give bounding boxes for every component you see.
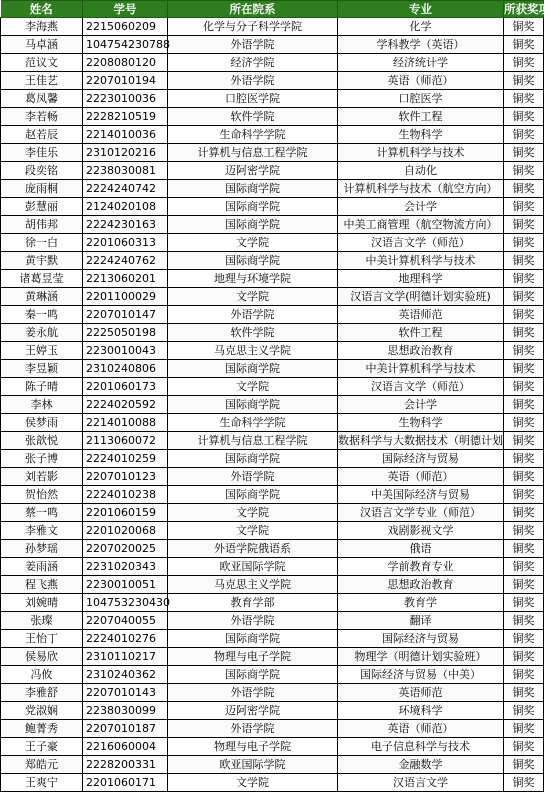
- cell-name: 秦一鸣: [1, 306, 83, 324]
- table-row: [1, 144, 544, 162]
- cell-major: 学前教育专业: [338, 558, 504, 576]
- cell-name: 李海燕: [1, 18, 83, 36]
- cell-college: 马克思主义学院: [168, 342, 338, 360]
- cell-student-id: 2207010194: [83, 72, 168, 90]
- table-row: [1, 774, 544, 792]
- cell-major: 思想政治教育: [338, 342, 504, 360]
- table-row: [1, 702, 544, 720]
- cell-major: 中美计算机科学与技术: [338, 252, 504, 270]
- cell-name: 马卓涵: [1, 36, 83, 54]
- table-row: [1, 324, 544, 342]
- cell-student-id: 2215060209: [83, 18, 168, 36]
- table-row: [1, 54, 544, 72]
- cell-name: 孙梦瑶: [1, 540, 83, 558]
- cell-major: 物理学（明德计划实验班）: [338, 648, 504, 666]
- cell-award: 铜奖: [504, 558, 544, 576]
- cell-major: 计算机科学与技术: [338, 144, 504, 162]
- cell-name: 张璨: [1, 612, 83, 630]
- cell-major: 化学: [338, 18, 504, 36]
- cell-college: 文学院: [168, 378, 338, 396]
- cell-student-id: 2230010043: [83, 342, 168, 360]
- cell-student-id: 2224010238: [83, 486, 168, 504]
- cell-name: 范议文: [1, 54, 83, 72]
- cell-student-id: 2230010051: [83, 576, 168, 594]
- cell-college: 外语学院俄语系: [168, 540, 338, 558]
- cell-student-id: 2201060171: [83, 774, 168, 792]
- cell-major: 经济统计学: [338, 54, 504, 72]
- cell-college: 马克思主义学院: [168, 576, 338, 594]
- table-body: [1, 18, 544, 792]
- cell-college: 文学院: [168, 504, 338, 522]
- cell-major: 汉语言文学（师范）: [338, 378, 504, 396]
- cell-student-id: 2201060159: [83, 504, 168, 522]
- cell-award: 铜奖: [504, 378, 544, 396]
- cell-award: 铜奖: [504, 342, 544, 360]
- cell-award: 铜奖: [504, 504, 544, 522]
- cell-student-id: 2207010187: [83, 720, 168, 738]
- cell-name: 李雅舒: [1, 684, 83, 702]
- cell-student-id: 2207010143: [83, 684, 168, 702]
- table-row: [1, 252, 544, 270]
- cell-major: 电子信息科学与技术: [338, 738, 504, 756]
- cell-major: 汉语言文学（师范）: [338, 234, 504, 252]
- cell-student-id: 2310240362: [83, 666, 168, 684]
- cell-award: 铜奖: [504, 540, 544, 558]
- cell-award: 铜奖: [504, 576, 544, 594]
- cell-award: 铜奖: [504, 90, 544, 108]
- table-row: [1, 720, 544, 738]
- table-row: [1, 396, 544, 414]
- table-row: [1, 36, 544, 54]
- cell-college: 计算机与信息工程学院: [168, 432, 338, 450]
- cell-college: 外语学院: [168, 684, 338, 702]
- cell-college: 国际商学院: [168, 666, 338, 684]
- cell-student-id: 2213060201: [83, 270, 168, 288]
- table-row: [1, 360, 544, 378]
- cell-student-id: 2231020343: [83, 558, 168, 576]
- cell-award: 铜奖: [504, 486, 544, 504]
- cell-major: 软件工程: [338, 324, 504, 342]
- cell-major: 汉语言文学(明德计划实验班): [338, 288, 504, 306]
- cell-major: 学科教学（英语）: [338, 36, 504, 54]
- cell-major: 俄语: [338, 540, 504, 558]
- cell-name: 刘若影: [1, 468, 83, 486]
- cell-student-id: 2201060313: [83, 234, 168, 252]
- cell-college: 国际商学院: [168, 450, 338, 468]
- cell-college: 文学院: [168, 522, 338, 540]
- cell-student-id: 2224240762: [83, 252, 168, 270]
- cell-student-id: 2113060072: [83, 432, 168, 450]
- cell-award: 铜奖: [504, 306, 544, 324]
- cell-major: 生物科学: [338, 414, 504, 432]
- cell-name: 王爽宁: [1, 774, 83, 792]
- cell-student-id: 2310110217: [83, 648, 168, 666]
- cell-major: 环境科学: [338, 702, 504, 720]
- cell-name: 侯梦雨: [1, 414, 83, 432]
- cell-student-id: 2223010036: [83, 90, 168, 108]
- cell-major: 英语师范: [338, 306, 504, 324]
- cell-college: 欧亚国际学院: [168, 558, 338, 576]
- cell-major: 国际经济与贸易: [338, 450, 504, 468]
- table-row: [1, 90, 544, 108]
- table-row: [1, 234, 544, 252]
- cell-name: 葛凤馨: [1, 90, 83, 108]
- cell-name: 赵若辰: [1, 126, 83, 144]
- table-row: [1, 162, 544, 180]
- cell-college: 化学与分子科学学院: [168, 18, 338, 36]
- cell-student-id: 2225050198: [83, 324, 168, 342]
- table-row: [1, 684, 544, 702]
- cell-award: 铜奖: [504, 36, 544, 54]
- table-row: [1, 126, 544, 144]
- cell-major: 翻译: [338, 612, 504, 630]
- cell-name: 胡伟邦: [1, 216, 83, 234]
- table-row: [1, 756, 544, 774]
- cell-name: 蔡一鸣: [1, 504, 83, 522]
- table-row: [1, 522, 544, 540]
- cell-student-id: 2207010123: [83, 468, 168, 486]
- cell-major: 国际经济与贸易（中美）: [338, 666, 504, 684]
- cell-award: 铜奖: [504, 144, 544, 162]
- cell-name: 姜雨涵: [1, 558, 83, 576]
- cell-major: 计算机科学与技术（航空方向）: [338, 180, 504, 198]
- cell-name: 张子博: [1, 450, 83, 468]
- cell-name: 王怡丁: [1, 630, 83, 648]
- table-row: [1, 18, 544, 36]
- table-row: [1, 468, 544, 486]
- cell-name: 李若畅: [1, 108, 83, 126]
- cell-major: 生物科学: [338, 126, 504, 144]
- cell-name: 黄琳涵: [1, 288, 83, 306]
- table-row: [1, 738, 544, 756]
- cell-student-id: 2207040055: [83, 612, 168, 630]
- cell-college: 国际商学院: [168, 630, 338, 648]
- cell-name: 诸葛昱莹: [1, 270, 83, 288]
- table-row: [1, 576, 544, 594]
- cell-award: 铜奖: [504, 216, 544, 234]
- header-college: 所在院系: [168, 1, 338, 18]
- cell-name: 彭慧丽: [1, 198, 83, 216]
- cell-college: 国际商学院: [168, 180, 338, 198]
- cell-student-id: 2224230163: [83, 216, 168, 234]
- cell-award: 铜奖: [504, 360, 544, 378]
- cell-college: 文学院: [168, 288, 338, 306]
- cell-major: 自动化: [338, 162, 504, 180]
- cell-college: 口腔医学院: [168, 90, 338, 108]
- cell-name: 王子豪: [1, 738, 83, 756]
- cell-student-id: 2201020068: [83, 522, 168, 540]
- cell-major: 英语（师范）: [338, 720, 504, 738]
- cell-student-id: 104753230430: [83, 594, 168, 612]
- cell-award: 铜奖: [504, 468, 544, 486]
- cell-college: 外语学院: [168, 306, 338, 324]
- cell-major: 中美工商管理（航空物流方向）: [338, 216, 504, 234]
- cell-student-id: 2207010147: [83, 306, 168, 324]
- cell-award: 铜奖: [504, 432, 544, 450]
- cell-college: 国际商学院: [168, 396, 338, 414]
- cell-college: 国际商学院: [168, 486, 338, 504]
- cell-award: 铜奖: [504, 288, 544, 306]
- table-row: [1, 414, 544, 432]
- cell-award: 铜奖: [504, 270, 544, 288]
- cell-award: 铜奖: [504, 198, 544, 216]
- cell-name: 郑皓元: [1, 756, 83, 774]
- cell-college: 计算机与信息工程学院: [168, 144, 338, 162]
- cell-name: 侯易欣: [1, 648, 83, 666]
- cell-college: 软件学院: [168, 324, 338, 342]
- cell-college: 国际商学院: [168, 360, 338, 378]
- cell-name: 黄宇默: [1, 252, 83, 270]
- table-row: [1, 594, 544, 612]
- cell-name: 刘婉晴: [1, 594, 83, 612]
- cell-name: 冯攸: [1, 666, 83, 684]
- cell-college: 外语学院: [168, 36, 338, 54]
- cell-college: 物理与电子学院: [168, 648, 338, 666]
- cell-name: 徐一白: [1, 234, 83, 252]
- cell-award: 铜奖: [504, 108, 544, 126]
- cell-major: 地理科学: [338, 270, 504, 288]
- cell-major: 会计学: [338, 198, 504, 216]
- table-row: [1, 108, 544, 126]
- cell-major: 英语（师范）: [338, 72, 504, 90]
- header-student-id: 学号: [83, 1, 168, 18]
- cell-major: 会计学: [338, 396, 504, 414]
- cell-name: 陈子晴: [1, 378, 83, 396]
- cell-award: 铜奖: [504, 720, 544, 738]
- cell-student-id: 2207020025: [83, 540, 168, 558]
- cell-major: 数据科学与大数据技术（明德计划: [338, 432, 504, 450]
- header-award: 所获奖项: [504, 2, 550, 16]
- cell-award: 铜奖: [504, 180, 544, 198]
- cell-award: 铜奖: [504, 72, 544, 90]
- cell-name: 庞雨桐: [1, 180, 83, 198]
- cell-name: 段奕铭: [1, 162, 83, 180]
- cell-student-id: 2238030081: [83, 162, 168, 180]
- cell-college: 外语学院: [168, 72, 338, 90]
- header-name: 姓名: [1, 1, 83, 18]
- cell-award: 铜奖: [504, 648, 544, 666]
- cell-award: 铜奖: [504, 252, 544, 270]
- cell-award: 铜奖: [504, 450, 544, 468]
- cell-college: 外语学院: [168, 468, 338, 486]
- table-row: [1, 450, 544, 468]
- table-row: [1, 558, 544, 576]
- table-row: [1, 666, 544, 684]
- table-row: [1, 342, 544, 360]
- cell-college: 经济学院: [168, 54, 338, 72]
- cell-name: 李雅文: [1, 522, 83, 540]
- cell-award: 铜奖: [504, 774, 544, 792]
- cell-student-id: 2238030099: [83, 702, 168, 720]
- table-row: [1, 504, 544, 522]
- cell-award: 铜奖: [504, 522, 544, 540]
- cell-major: 金融数学: [338, 756, 504, 774]
- cell-student-id: 2124020108: [83, 198, 168, 216]
- cell-student-id: 2228200331: [83, 756, 168, 774]
- cell-award: 铜奖: [504, 162, 544, 180]
- cell-major: 思想政治教育: [338, 576, 504, 594]
- cell-award: 铜奖: [504, 324, 544, 342]
- cell-name: 姜永航: [1, 324, 83, 342]
- cell-college: 生命科学学院: [168, 414, 338, 432]
- cell-name: 党淑娴: [1, 702, 83, 720]
- cell-award: 铜奖: [504, 126, 544, 144]
- cell-college: 文学院: [168, 774, 338, 792]
- cell-student-id: 2201060173: [83, 378, 168, 396]
- cell-major: 汉语言文学: [338, 774, 504, 792]
- cell-name: 鲍菁秀: [1, 720, 83, 738]
- cell-college: 地理与环境学院: [168, 270, 338, 288]
- cell-college: 国际商学院: [168, 252, 338, 270]
- cell-name: 王佳艺: [1, 72, 83, 90]
- cell-major: 英语（师范）: [338, 468, 504, 486]
- cell-college: 生命科学学院: [168, 126, 338, 144]
- cell-name: 程飞燕: [1, 576, 83, 594]
- table-row: [1, 540, 544, 558]
- cell-name: 李佳乐: [1, 144, 83, 162]
- table-row: [1, 630, 544, 648]
- cell-award: 铜奖: [504, 54, 544, 72]
- cell-name: 贺怡然: [1, 486, 83, 504]
- cell-major: 教育学: [338, 594, 504, 612]
- cell-major: 中美计算机科学与技术: [338, 360, 504, 378]
- cell-award: 铜奖: [504, 702, 544, 720]
- cell-major: 英语师范: [338, 684, 504, 702]
- cell-college: 文学院: [168, 234, 338, 252]
- cell-college: 外语学院: [168, 612, 338, 630]
- table-row: [1, 648, 544, 666]
- cell-award: 铜奖: [504, 666, 544, 684]
- cell-college: 物理与电子学院: [168, 738, 338, 756]
- cell-student-id: 104754230788: [83, 36, 168, 54]
- table-row: [1, 198, 544, 216]
- cell-student-id: 2214010036: [83, 126, 168, 144]
- table-row: [1, 288, 544, 306]
- table-row: [1, 378, 544, 396]
- cell-college: 软件学院: [168, 108, 338, 126]
- table-row: [1, 486, 544, 504]
- cell-college: 欧亚国际学院: [168, 756, 338, 774]
- cell-student-id: 2216060004: [83, 738, 168, 756]
- cell-student-id: 2228210519: [83, 108, 168, 126]
- cell-award: 铜奖: [504, 234, 544, 252]
- cell-award: 铜奖: [504, 396, 544, 414]
- cell-major: 国际经济与贸易: [338, 630, 504, 648]
- cell-name: 王婷玉: [1, 342, 83, 360]
- cell-college: 外语学院: [168, 720, 338, 738]
- table-row: [1, 72, 544, 90]
- cell-award: 铜奖: [504, 738, 544, 756]
- cell-award: 铜奖: [504, 18, 544, 36]
- cell-name: 李昱颖: [1, 360, 83, 378]
- cell-student-id: 2224240742: [83, 180, 168, 198]
- cell-major: 中美国际经济与贸易: [338, 486, 504, 504]
- cell-college: 国际商学院: [168, 198, 338, 216]
- table-row: [1, 216, 544, 234]
- table-header: [1, 1, 550, 18]
- cell-award: 铜奖: [504, 630, 544, 648]
- cell-award: 铜奖: [504, 612, 544, 630]
- cell-college: 迈阿密学院: [168, 162, 338, 180]
- header-row: [1, 1, 544, 18]
- cell-major: 汉语言文学专业（师范）: [338, 504, 504, 522]
- table-row: [1, 432, 544, 450]
- table-row: [1, 306, 544, 324]
- cell-name: 张歆悦: [1, 432, 83, 450]
- cell-award: 铜奖: [504, 594, 544, 612]
- cell-student-id: 2224010259: [83, 450, 168, 468]
- cell-award: 铜奖: [504, 414, 544, 432]
- cell-student-id: 2214010088: [83, 414, 168, 432]
- cell-student-id: 2310240806: [83, 360, 168, 378]
- table-row: [1, 270, 544, 288]
- cell-award: 铜奖: [504, 756, 544, 774]
- cell-major: 口腔医学: [338, 90, 504, 108]
- cell-college: 国际商学院: [168, 216, 338, 234]
- cell-student-id: 2201100029: [83, 288, 168, 306]
- cell-major: 戏剧影视文学: [338, 522, 504, 540]
- table-row: [1, 180, 544, 198]
- cell-student-id: 2208080120: [83, 54, 168, 72]
- cell-major: 软件工程: [338, 108, 504, 126]
- cell-college: 迈阿密学院: [168, 702, 338, 720]
- cell-award: 铜奖: [504, 684, 544, 702]
- header-major: 专业: [338, 1, 504, 18]
- cell-student-id: 2310120216: [83, 144, 168, 162]
- cell-student-id: 2224010276: [83, 630, 168, 648]
- cell-student-id: 2224020592: [83, 396, 168, 414]
- table-row: [1, 612, 544, 630]
- cell-name: 李林: [1, 396, 83, 414]
- cell-college: 教育学部: [168, 594, 338, 612]
